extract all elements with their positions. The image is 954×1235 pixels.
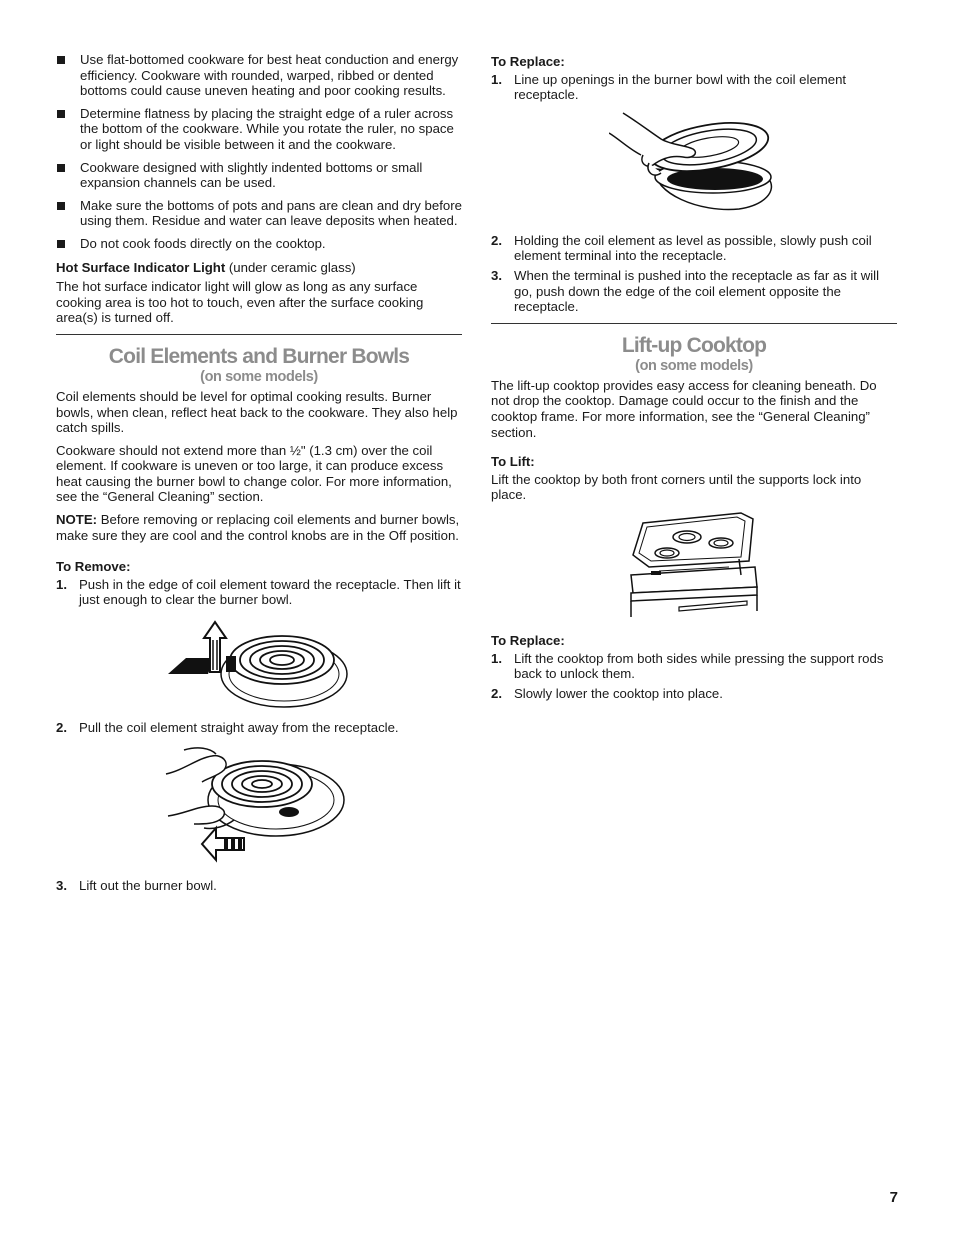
bullet-square-icon xyxy=(57,240,65,248)
right-column xyxy=(491,52,897,707)
coil-section-title: Coil Elements and Burner Bowls xyxy=(108,344,410,368)
note-label: NOTE: xyxy=(56,512,98,528)
liftup-intro: The lift-up cooktop provides easy access for cleaning beneath. Do not drop the cooktop. Damage could occur to the finish and the cooktop frame. For more information, see the “General Cleaning” section. xyxy=(491,377,877,440)
to-remove-heading: To Remove: xyxy=(56,559,131,575)
hot-surface-qualifier: (under ceramic glass) xyxy=(225,259,356,275)
list-item: 2. Pull the coil element straight away from the receptacle. xyxy=(56,720,399,736)
bullet-square-icon xyxy=(57,56,65,64)
list-item: 3. Lift out the burner bowl. xyxy=(56,877,217,893)
section-divider xyxy=(56,334,462,335)
list-item: 1. Line up openings in the burner bowl with the coil element receptacle. xyxy=(491,71,847,103)
liftup-section-title: Lift-up Cooktop xyxy=(621,333,767,357)
section-divider xyxy=(491,323,897,324)
hot-surface-label: Hot Surface Indicator Light xyxy=(56,259,226,275)
note-text: Before removing or replacing coil elements and burner bowls, make sure they are cool and the control knobs are in the Off position. xyxy=(56,512,460,543)
hot-surface-heading xyxy=(56,260,462,276)
list-item: 1. Push in the edge of coil element toward the receptacle. Then lift it just enough to clear the burner bowl. xyxy=(56,576,461,608)
list-item: Do not cook foods directly on the cooktop. xyxy=(56,236,462,252)
remove-steps-final xyxy=(56,878,462,894)
replace-steps-continued xyxy=(491,233,897,315)
push-coil-illustration xyxy=(164,616,354,708)
to-lift-text: Lift the cooktop by both front corners until the supports lock into place. xyxy=(491,471,862,503)
to-lift-heading: To Lift: xyxy=(491,454,535,470)
pull-coil-illustration xyxy=(164,744,354,866)
list-item: Determine flatness by placing the straight edge of a ruler across the bottom of the cookware. While you rotate the ruler, no space or light should be visible between it and the cookware. xyxy=(56,106,462,153)
bullet-square-icon xyxy=(57,164,65,172)
list-item: Make sure the bottoms of pots and pans are clean and dry before using them. Residue and water can leave deposits when heated. xyxy=(56,198,462,229)
liftup-section-subtitle: (on some models) xyxy=(635,357,753,374)
list-item: Cookware designed with slightly indented bottoms or small expansion channels can be used. xyxy=(56,160,462,191)
coil-paragraph-1: Coil elements should be level for optimal cooking results. Burner bowls, when clean, reflect heat back to the cookware. They also help catch spills. xyxy=(56,388,458,436)
list-item: 3. When the terminal is pushed into the receptacle as far as it will go, push down the edge of the coil element opposite the receptacle. xyxy=(491,267,880,315)
liftup-replace-steps xyxy=(491,651,897,702)
list-item: 2. Slowly lower the cooktop into place. xyxy=(491,685,723,701)
left-column xyxy=(56,52,462,899)
to-replace-heading: To Replace: xyxy=(491,54,565,69)
remove-steps-continued xyxy=(56,720,462,736)
coil-paragraph-2: Cookware should not extend more than ½" (1.3 cm) over the coil element. If cookware is uneven or too large, it can produce excess heat causing the burner bowl to change color. For more information, see the “General Cleaning” section. xyxy=(56,442,452,505)
replace-burner-bowl-illustration xyxy=(609,109,779,219)
cookware-tips-list xyxy=(56,52,462,252)
list-item: Use flat-bottomed cookware for best heat conduction and energy efficiency. Cookware with rounded, warped, ribbed or dented bottoms could cause uneven heating and poor cooking results. xyxy=(56,52,462,99)
hot-surface-text: The hot surface indicator light will glow as long as any surface cooking area is too hot to touch, even after the surface cooking area(s) is turned off. xyxy=(56,279,424,326)
coil-section-subtitle: (on some models) xyxy=(200,368,318,385)
page-number: 7 xyxy=(889,1189,898,1206)
replace-steps xyxy=(491,72,897,103)
list-item: 2. Holding the coil element as level as possible, slowly push coil element terminal into the receptacle. xyxy=(491,232,872,264)
lifted-cooktop-illustration xyxy=(629,511,759,617)
liftup-to-replace-heading: To Replace: xyxy=(491,632,565,648)
list-item: 1. Lift the cooktop from both sides while pressing the support rods back to unlock them. xyxy=(491,650,884,682)
bullet-square-icon xyxy=(57,110,65,118)
coil-note xyxy=(56,512,462,543)
bullet-square-icon xyxy=(57,202,65,210)
remove-steps xyxy=(56,577,462,608)
